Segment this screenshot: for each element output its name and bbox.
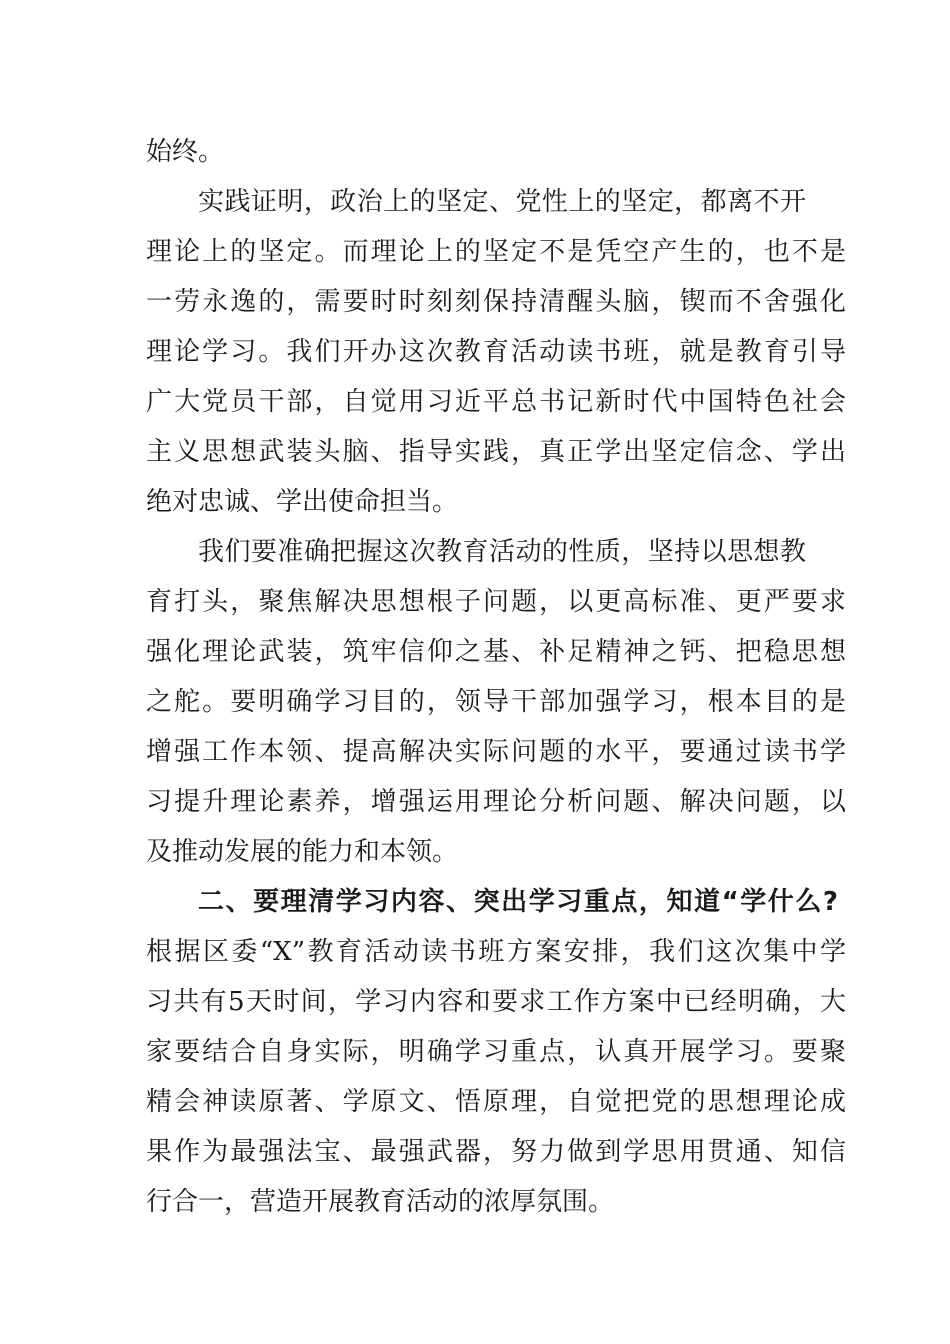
text-line: 理论学习。我们开办这次教育活动读书班，就是教育引导 (146, 337, 846, 367)
text-line: 理论上的坚定。而理论上的坚定不是凭空产生的，也不是 (146, 237, 846, 267)
text-line: 根据区委“X”教育活动读书班方案安排，我们这次集中学 (146, 937, 846, 967)
text-line: 育打头，聚焦解决思想根子问题，以更高标准、更严要求 (146, 587, 846, 617)
text-line: 始终。 (146, 137, 225, 167)
text-line: 强化理论武装，筑牢信仰之基、补足精神之钙、把稳思想 (146, 637, 846, 667)
text-line: 我们要准确把握这次教育活动的性质，坚持以思想教 (198, 537, 806, 567)
section-heading: 二、要理清学习内容、突出学习重点，知道“学什么? (198, 887, 838, 917)
text-line: 家要结合自身实际，明确学习重点，认真开展学习。要聚 (146, 1037, 846, 1067)
text-line: 果作为最强法宝、最强武器，努力做到学思用贯通、知信 (146, 1137, 846, 1167)
text-line: 习提升理论素养，增强运用理论分析问题、解决问题，以 (146, 787, 846, 817)
text-line: 主义思想武装头脑、指导实践，真正学出坚定信念、学出 (146, 437, 846, 467)
text-line: 之舵。要明确学习目的，领导干部加强学习，根本目的是 (146, 687, 846, 717)
text-line: 行合一，营造开展教育活动的浓厚氛围。 (146, 1187, 615, 1217)
text-line: 习共有5天时间，学习内容和要求工作方案中已经明确，大 (146, 987, 846, 1017)
text-line: 广大党员干部，自觉用习近平总书记新时代中国特色社会 (146, 387, 846, 417)
text-line: 增强工作本领、提高解决实际问题的水平，要通过读书学 (146, 737, 846, 767)
text-line: 实践证明，政治上的坚定、党性上的坚定，都离不开 (198, 187, 806, 217)
text-line: 及推动发展的能力和本领。 (146, 837, 459, 867)
text-line: 一劳永逸的，需要时时刻刻保持清醒头脑，锲而不舍强化 (146, 287, 846, 317)
text-line: 精会神读原著、学原文、悟原理，自觉把党的思想理论成 (146, 1087, 846, 1117)
text-line: 绝对忠诚、学出使命担当。 (146, 487, 459, 517)
